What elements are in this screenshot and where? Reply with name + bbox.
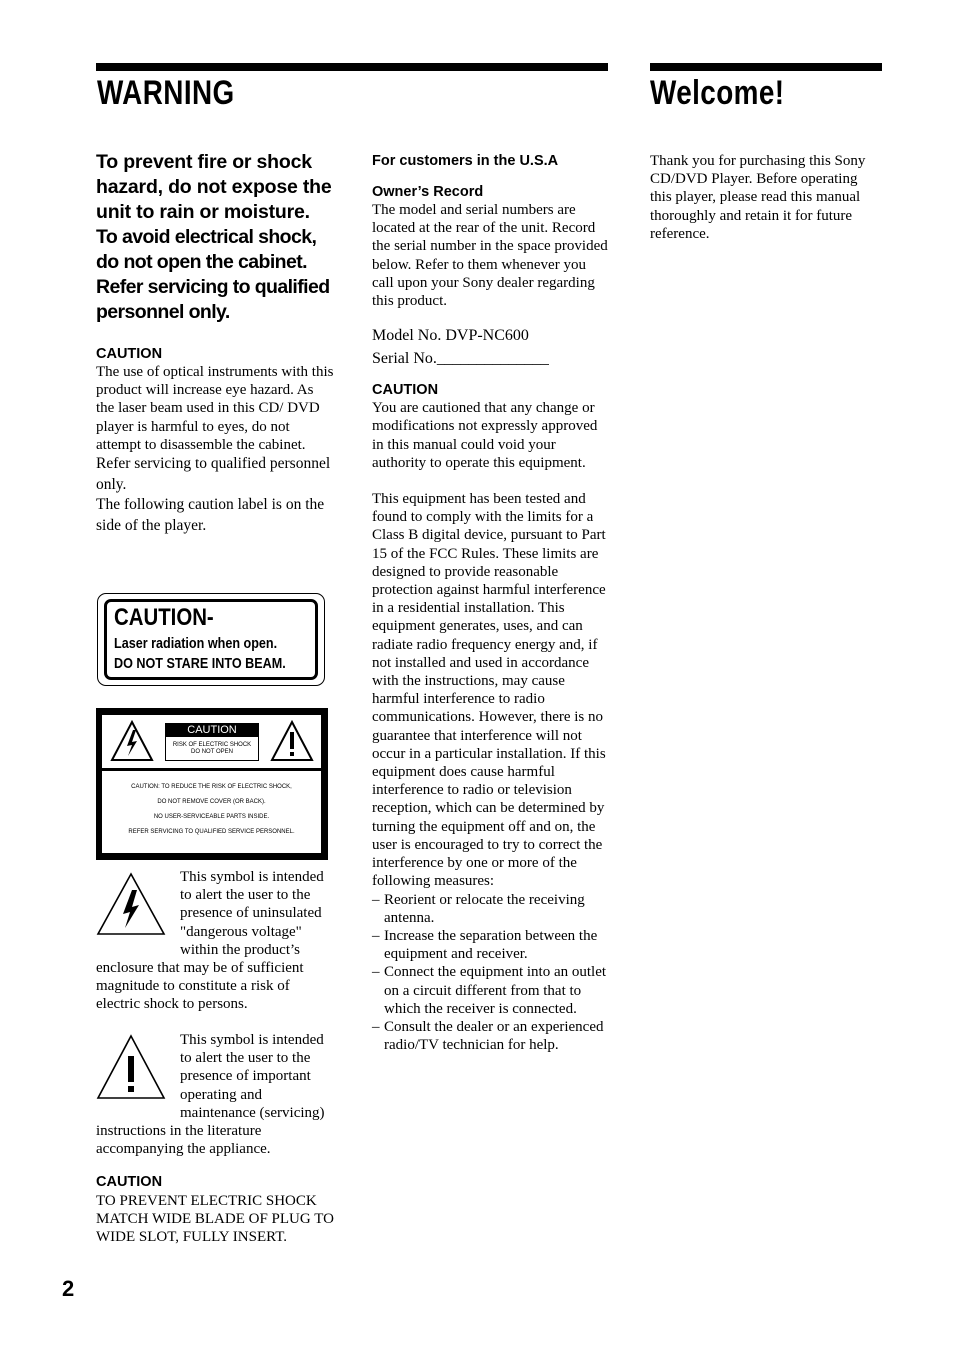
shock-label-line-4: REFER SERVICING TO QUALIFIED SERVICE PERSONNEL. — [128, 829, 295, 835]
laser-label-title: CAUTION- — [114, 604, 214, 631]
shock-label-center — [165, 723, 259, 761]
owners-record-text: The model and serial numbers are located at the rear of the unit. Record the serial number in the space provided below. Refer to them whenever you call upon your Sony dealer regarding this product. — [372, 202, 608, 310]
shock-label-risk-1: RISK OF ELECTRIC SHOCK — [172, 742, 252, 748]
symbol2-text: This symbol is intended to alert the user to the presence of important operating and maintenance (servicing) — [180, 1032, 325, 1121]
fcc-caution-text: You are cautioned that any change or modifications not expressly approved in this manual could void your authority to operate this equipment. — [372, 400, 598, 471]
laser-label-line2: DO NOT STARE INTO BEAM. — [114, 655, 286, 672]
caution-text-3: The following caution label is on the side of the player. — [96, 496, 325, 534]
plug-caution-text: TO PREVENT ELECTRIC SHOCK MATCH WIDE BLADE OF PLUG TO WIDE SLOT, FULLY INSERT. — [96, 1193, 334, 1246]
fcc-compliance-text: This equipment has been tested and found to comply with the limits for a Class B digital device, pursuant to Part 15 of the FCC Rules. These limits are designed to provide reasonable protection against harmful interference in a residential installation. This equipment generates, uses, and can radiate radio frequency energy and, if not installed and used in accordance with the instructions, may cause harmful interference to radio communications. However, there is no guarantee that interference will not occur in a particular installation. If this equipment does cause harmful interference to radio or television reception, which can be determined by turning the equipment off and on, the user is encouraged to try to correct the interference by one or more of the following measures: — [372, 491, 606, 890]
shock-caution-label — [96, 708, 328, 860]
welcome-text: Thank you for purchasing this Sony CD/DVD Player. Before operating this player, please read this manual thoroughly and retain it for future reference. — [650, 153, 866, 242]
symbol2-text-cont: instructions in the literature accompanying the appliance. — [96, 1123, 271, 1158]
page-number: 2 — [62, 1276, 75, 1301]
shock-label-caution: CAUTION — [166, 724, 258, 737]
fcc-measures-list — [372, 891, 608, 1055]
serial-number: Serial No.______________ — [372, 349, 549, 367]
plug-caution-title: CAUTION — [96, 1174, 163, 1190]
warning-statement: To prevent fire or shock hazard, do not expose the unit to rain or moisture. — [96, 151, 332, 223]
shock-label-line-1: CAUTION: TO REDUCE THE RISK OF ELECTRIC SHOCK, — [131, 784, 292, 790]
welcome-heading-rule — [650, 63, 882, 71]
warning-column — [96, 150, 334, 536]
warning-heading: WARNING — [97, 74, 235, 112]
fcc-caution-title: CAUTION — [372, 382, 439, 399]
caution-text-2: Refer servicing to qualified personnel only. — [96, 455, 331, 493]
shock-label-line-3: NO USER-SERVICEABLE PARTS INSIDE. — [153, 814, 270, 820]
caution-title: CAUTION — [96, 346, 163, 362]
symbol1-text-cont: enclosure that may be of sufficient magnitude to constitute a risk of electric shock to persons. — [96, 960, 304, 1013]
welcome-heading: Welcome! — [650, 74, 785, 112]
important-instructions-icon — [96, 1034, 166, 1105]
shock-label-line-2: DO NOT REMOVE COVER (OR BACK). — [157, 799, 266, 805]
warning-statement-2: To avoid electrical shock, do not open the cabinet. Refer servicing to qualified personnel only. — [96, 226, 330, 323]
symbol1-text: This symbol is intended to alert the user to the presence of uninsulated "dangerous voltage" within the product’s — [180, 869, 324, 958]
laser-label-line1: Laser radiation when open. — [114, 635, 278, 652]
warning-heading-rule — [96, 63, 608, 71]
list-item: – Consult the dealer or an experienced radio/TV technician for help. — [372, 1018, 608, 1054]
usa-title: For customers in the U.S.A — [372, 153, 559, 169]
list-item: – Increase the separation between the equipment and receiver. — [372, 927, 608, 963]
shock-label-risk-2: DO NOT OPEN — [191, 749, 233, 755]
owners-record-title: Owner’s Record — [372, 184, 484, 200]
shock-label-instructions — [102, 771, 321, 853]
caution-text: The use of optical instruments with this product will increase eye hazard. As the laser beam used in this CD/ DVD player is harmful to eyes, do not attempt to disassemble the cabinet. — [96, 364, 334, 453]
list-item: – Reorient or relocate the receiving antenna. — [372, 891, 608, 927]
usa-column — [372, 152, 608, 1054]
list-item: – Connect the equipment into an outlet on a circuit different from that to which the receiver is connected. — [372, 963, 608, 1018]
dangerous-voltage-icon — [96, 872, 166, 941]
exclamation-warning-icon — [270, 720, 314, 767]
lightning-warning-icon — [110, 720, 154, 767]
model-number: Model No. DVP-NC600 — [372, 327, 529, 345]
laser-caution-label — [97, 593, 325, 686]
